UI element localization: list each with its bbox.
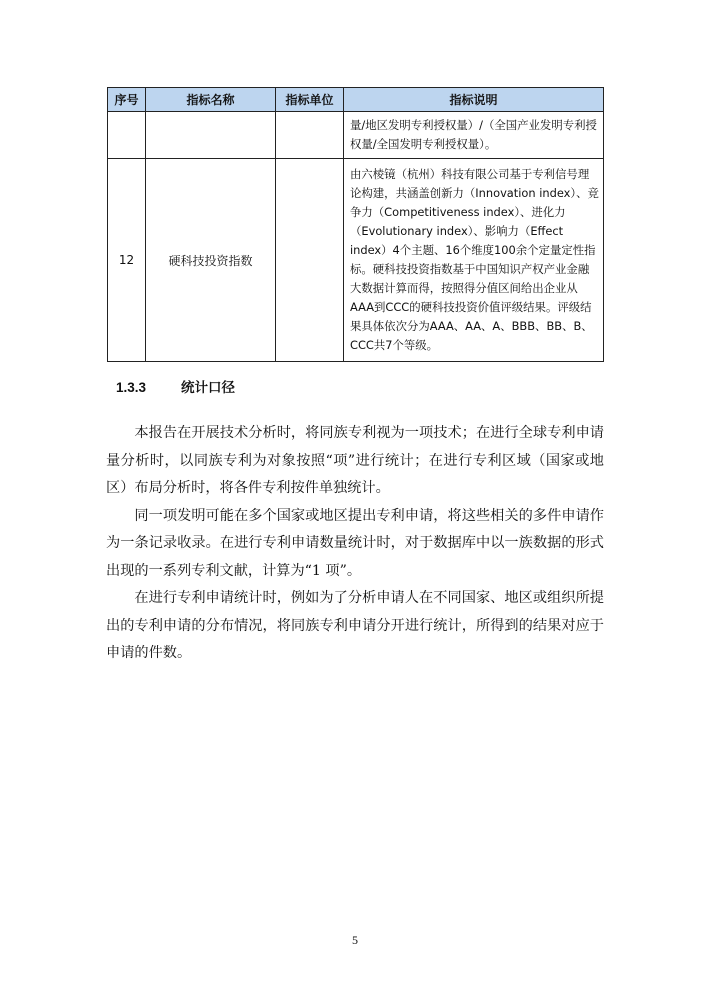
indicator-table (107, 87, 604, 362)
cell-unit (276, 112, 344, 159)
header-indicator-unit: 指标单位 (276, 88, 344, 112)
header-indicator-name: 指标名称 (146, 88, 276, 112)
cell-name (146, 112, 276, 159)
paragraph: 本报告在开展技术分析时，将同族专利视为一项技术；在进行全球专利申请量分析时，以同族专利为对象按照“项”进行统计；在进行专利区域（国家或地区）布局分析时，将各件专利按件单独统计。 (106, 425, 604, 496)
section-title: 统计口径 (181, 380, 235, 395)
table-row (108, 159, 604, 362)
cell-desc: 量/地区发明专利授权量）/（全国产业发明专利授权量/全国发明专利授权量）。 (344, 112, 604, 159)
body-text (106, 420, 604, 668)
table-header-row (108, 88, 604, 112)
cell-serial: 12 (108, 159, 146, 362)
paragraph: 同一项发明可能在多个国家或地区提出专利申请，将这些相关的多件申请作为一条记录收录。在进行专利申请数量统计时，对于数据库中以一族数据的形式出现的一系列专利文献，计算为“1 项”。 (106, 507, 604, 579)
header-indicator-desc: 指标说明 (344, 88, 604, 112)
cell-serial (108, 112, 146, 159)
table-row (108, 112, 604, 159)
cell-name: 硬科技投资指数 (146, 159, 276, 362)
cell-unit (276, 159, 344, 362)
page-number: 5 (352, 933, 358, 947)
paragraph: 在进行专利申请统计时，例如为了分析申请人在不同国家、地区或组织所提出的专利申请的分布情况，将同族专利申请分开进行统计，所得到的结果对应于申请的件数。 (106, 590, 604, 661)
section-number: 1.3.3 (116, 380, 147, 395)
cell-desc: 由六棱镜（杭州）科技有限公司基于专利信号理论构建，共涵盖创新力（Innovation index）、竞争力（Competitiveness index）、进化力（Evolutionary index）、影响力（Effect index）4个主题、16个维度100余个定量定性指标。硬科技投资指数基于中国知识产权产业金融大数据计算而得，按照得分值区间给出企业从AAA到CCC的硬科技投资价值评级结果。评级结果具体依次分为AAA、AA、A、BBB、BB、B、CCC共7个等级。 (344, 159, 604, 362)
section-heading (116, 376, 235, 396)
header-serial: 序号 (108, 88, 146, 112)
